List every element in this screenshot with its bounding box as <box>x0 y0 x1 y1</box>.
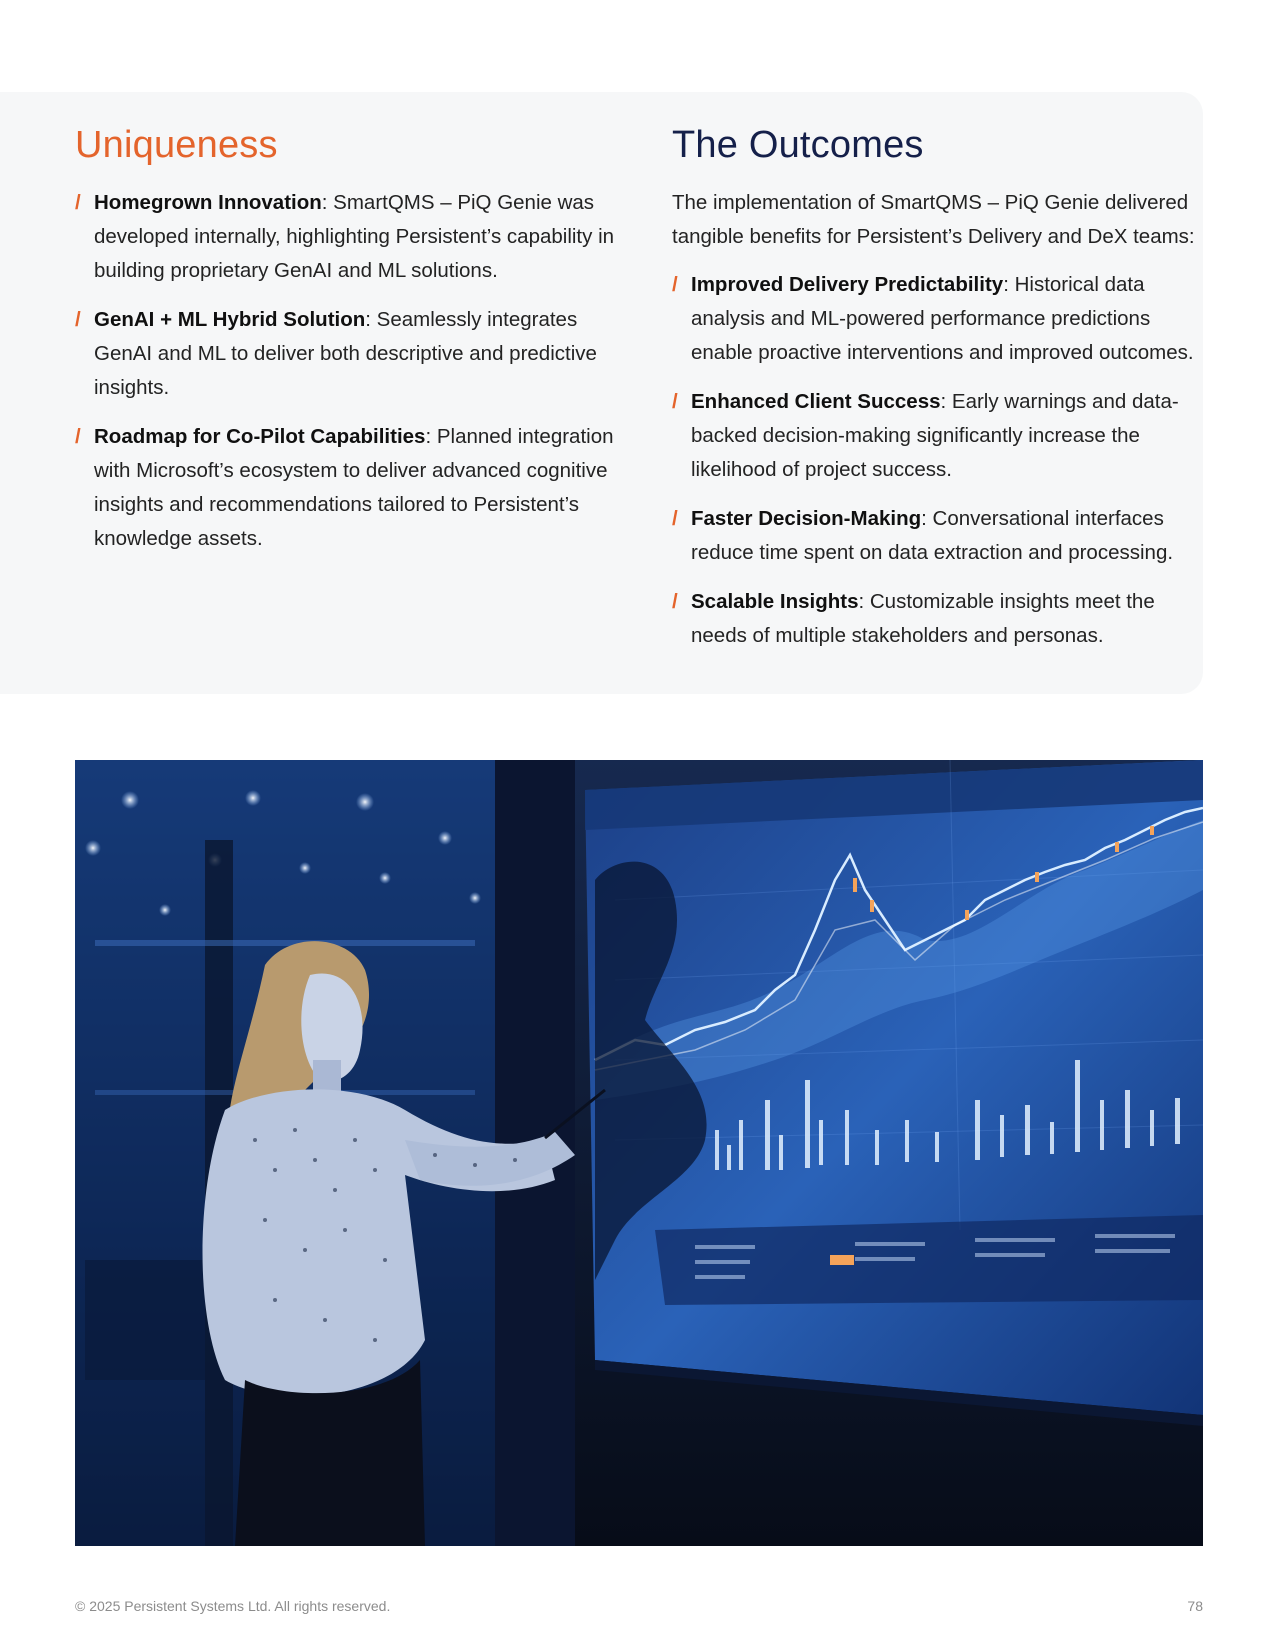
uniqueness-heading: Uniqueness <box>75 124 278 166</box>
item-text: : Planned integration with Microsoft’s ecosystem to deliver advanced cognitive insights and recommendations tailored to Persistent’s knowledge assets. <box>94 425 614 550</box>
item-text: : Early warnings and data-backed decision-making significantly increase the likelihood of project success. <box>691 390 1179 481</box>
list-item <box>75 420 615 556</box>
list-item <box>672 268 1202 370</box>
bullet-slash: / <box>75 191 81 214</box>
item-text: : Historical data analysis and ML-powered performance predictions enable proactive interventions and improved outcomes. <box>691 273 1194 364</box>
presentation-photo <box>75 760 1203 1546</box>
bullet-slash: / <box>672 273 678 296</box>
list-item <box>672 385 1202 487</box>
bullet-slash: / <box>75 308 81 331</box>
outcomes-list <box>672 268 1202 653</box>
item-title: GenAI + ML Hybrid Solution <box>94 308 366 331</box>
outcomes-heading: The Outcomes <box>672 124 924 166</box>
bullet-slash: / <box>75 425 81 448</box>
outcomes-section <box>672 122 1202 668</box>
uniqueness-section <box>75 122 615 571</box>
item-text: : Customizable insights meet the needs of multiple stakeholders and personas. <box>691 590 1155 647</box>
outcomes-intro: The implementation of SmartQMS – PiQ Genie delivered tangible benefits for Persistent’s Delivery and DeX teams: <box>672 191 1195 248</box>
item-title: Improved Delivery Predictability <box>691 273 1004 296</box>
bullet-slash: / <box>672 390 678 413</box>
item-title: Roadmap for Co-Pilot Capabilities <box>94 425 426 448</box>
presenter-illustration <box>75 760 1203 1546</box>
bullet-slash: / <box>672 507 678 530</box>
list-item <box>75 303 615 405</box>
page-number: 78 <box>1187 1598 1203 1614</box>
item-text: : Seamlessly integrates GenAI and ML to deliver both descriptive and predictive insights. <box>94 308 597 399</box>
list-item <box>75 186 615 288</box>
footer-copyright: © 2025 Persistent Systems Ltd. All rights reserved. <box>75 1598 391 1614</box>
item-title: Faster Decision-Making <box>691 507 922 530</box>
item-title: Scalable Insights <box>691 590 859 613</box>
uniqueness-list <box>75 186 615 556</box>
bullet-slash: / <box>672 590 678 613</box>
item-title: Enhanced Client Success <box>691 390 941 413</box>
item-title: Homegrown Innovation <box>94 191 322 214</box>
list-item <box>672 585 1202 653</box>
list-item <box>672 502 1202 570</box>
item-text: : Conversational interfaces reduce time spent on data extraction and processing. <box>691 507 1174 564</box>
item-text: : SmartQMS – PiQ Genie was developed internally, highlighting Persistent’s capability in building proprietary GenAI and ML solutions. <box>94 191 615 282</box>
